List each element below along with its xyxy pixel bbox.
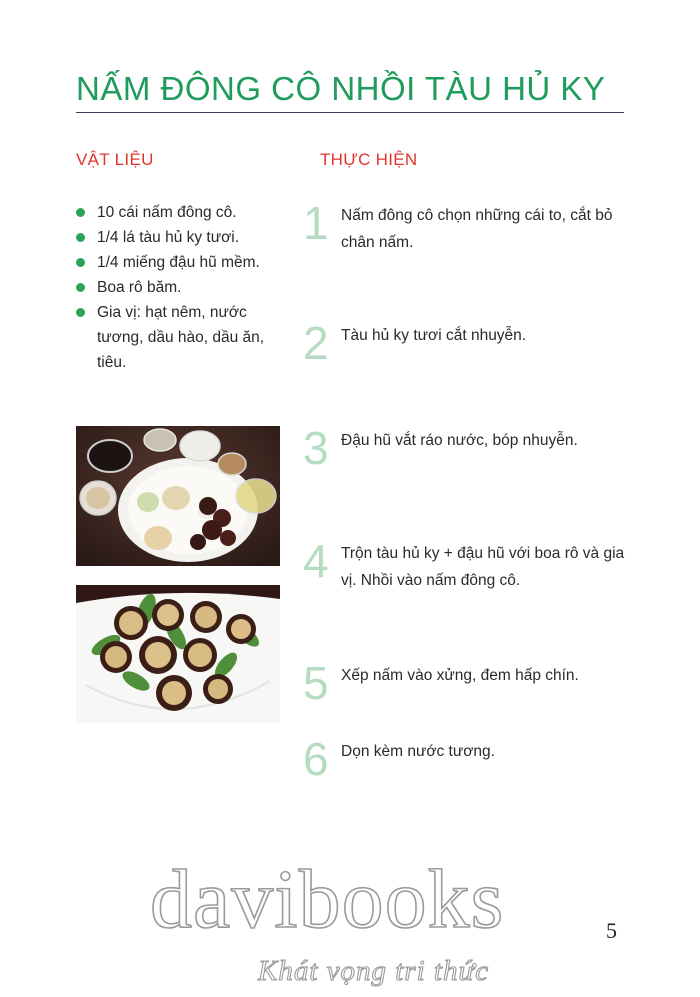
bullet-dot — [76, 283, 85, 292]
ingredients-photo-illustration — [76, 426, 280, 566]
ingredients-heading: VẬT LIỆU — [76, 150, 154, 169]
bullet-dot — [76, 258, 85, 267]
step-number: 1 — [303, 197, 329, 249]
steps-heading: THỰC HIỆN — [320, 150, 418, 169]
step-number: 2 — [303, 317, 329, 369]
bullet-dot — [76, 208, 85, 217]
step-text: Dọn kèm nước tương. — [341, 743, 495, 760]
ingredient-text: 1/4 miếng đậu hũ mềm. — [97, 254, 260, 271]
ingredient-text: 1/4 lá tàu hủ ky tươi. — [97, 229, 240, 246]
ingredient-item — [76, 225, 276, 250]
step-text: Xếp nấm vào xửng, đem hấp chín. — [341, 667, 579, 684]
finished-dish-photo-illustration — [76, 585, 280, 723]
ingredient-list — [76, 200, 276, 375]
step-number: 4 — [303, 535, 329, 587]
step-text: Trộn tàu hủ ky + đậu hũ với boa rô và gia vị. Nhồi vào nấm đông cô. — [341, 545, 625, 589]
title-divider — [76, 112, 624, 113]
ingredient-item — [76, 250, 276, 275]
ingredient-text: 10 cái nấm đông cô. — [97, 204, 237, 221]
page-number: 5 — [606, 918, 617, 943]
recipe-title: NẤM ĐÔNG CÔ NHỒI TÀU HỦ KY — [76, 70, 606, 107]
step-text: Tàu hủ ky tươi cắt nhuyễn. — [341, 327, 527, 344]
bullet-dot — [76, 233, 85, 242]
step-number: 3 — [303, 422, 329, 474]
step-number: 6 — [303, 733, 329, 785]
publisher-tagline: Khát vọng tri thức — [258, 955, 490, 987]
ingredient-text: Gia vị: hạt nêm, nước tương, dầu hào, dầu ăn, tiêu. — [97, 304, 265, 371]
ingredient-text: Boa rô băm. — [97, 279, 182, 296]
bullet-dot — [76, 308, 85, 317]
publisher-watermark: davibooks — [150, 853, 505, 946]
step-text: Nấm đông cô chọn những cái to, cắt bỏ chân nấm. — [341, 207, 613, 251]
ingredient-item — [76, 200, 276, 225]
ingredient-item — [76, 300, 276, 375]
step-number: 5 — [303, 657, 329, 709]
finished-dish-photo — [76, 585, 280, 723]
ingredients-photo — [76, 426, 280, 566]
step-text: Đậu hũ vắt ráo nước, bóp nhuyễn. — [341, 432, 578, 449]
ingredient-item — [76, 275, 276, 300]
